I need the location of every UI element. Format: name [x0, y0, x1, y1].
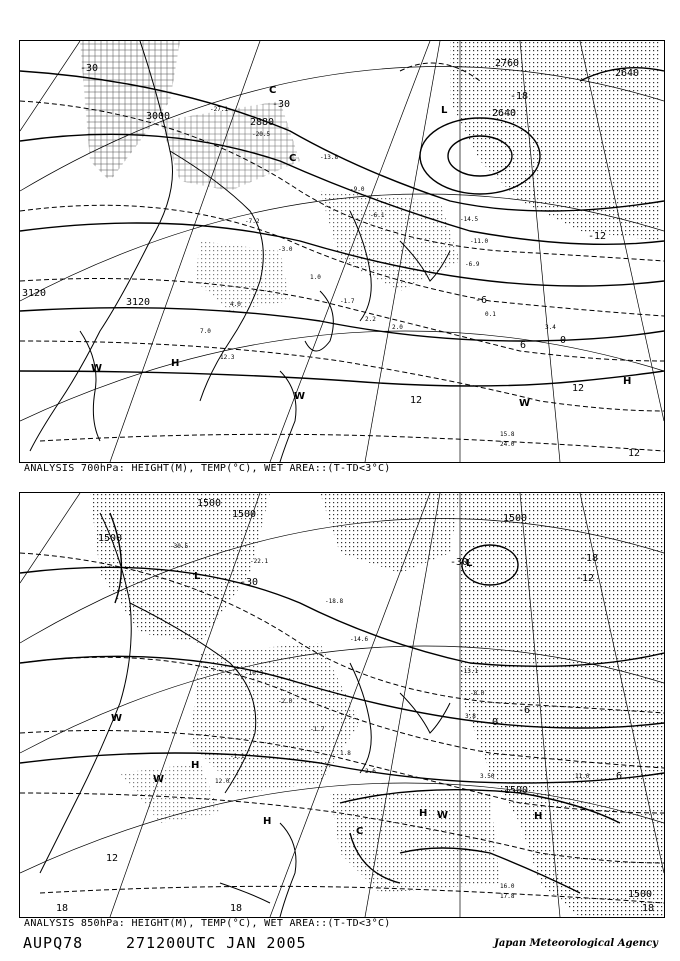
svg-text:7.0: 7.0	[200, 328, 211, 335]
svg-text:-1.7: -1.7	[310, 726, 325, 733]
top-center-h: H	[171, 358, 180, 369]
temp-label: 18	[56, 903, 69, 914]
svg-text:-22.1: -22.1	[250, 558, 269, 565]
svg-text:3.50: 3.50	[480, 773, 495, 780]
temp-label: -6	[475, 295, 488, 306]
map-850hpa-svg	[20, 493, 664, 917]
svg-text:-18.8: -18.8	[325, 598, 344, 605]
bottom-center-w: W	[437, 810, 449, 821]
svg-text:-10.3: -10.3	[245, 670, 264, 677]
bottom-center-h: H	[191, 760, 200, 771]
height-label: 2640	[492, 108, 517, 119]
svg-text:-7.2: -7.2	[245, 218, 260, 225]
bottom-center-c: C	[356, 826, 364, 837]
svg-text:1.0: 1.0	[310, 274, 321, 281]
svg-text:2.6: 2.6	[365, 768, 376, 775]
svg-text:17.8: 17.8	[500, 893, 515, 900]
svg-text:16.0: 16.0	[500, 883, 515, 890]
bottom-center-w: W	[111, 713, 123, 724]
svg-text:-9.0: -9.0	[350, 186, 365, 193]
height-label: 1500	[98, 533, 123, 544]
svg-text:1.8: 1.8	[340, 750, 351, 757]
svg-text:2.0: 2.0	[392, 324, 403, 331]
temp-label: 0	[492, 717, 499, 728]
bottom-center-h: H	[263, 816, 272, 827]
bottom-center-h: H	[534, 811, 543, 822]
temp-label: -12	[588, 231, 607, 242]
top-center-h: H	[623, 376, 632, 387]
bottom-center-w: W	[153, 774, 165, 785]
height-label: 1500	[197, 498, 222, 509]
svg-text:3.8: 3.8	[465, 713, 476, 720]
temp-label: -12	[576, 573, 595, 584]
svg-text:2.2: 2.2	[365, 316, 376, 323]
temp-label: 18	[642, 903, 655, 914]
temp-label: 18	[230, 903, 243, 914]
temp-label: -6	[518, 705, 531, 716]
temp-label: -30	[240, 577, 259, 588]
top-center-w: W	[294, 391, 306, 402]
temp-label: -18	[510, 91, 529, 102]
temp-label: 6	[616, 771, 623, 782]
svg-text:-11.0: -11.0	[470, 238, 489, 245]
height-label: 3000	[146, 111, 171, 122]
svg-text:11.0: 11.0	[575, 773, 590, 780]
svg-text:-30.5: -30.5	[170, 543, 189, 550]
temp-label: -30	[272, 99, 291, 110]
svg-text:-1.7: -1.7	[340, 298, 355, 305]
svg-text:-6.9: -6.9	[465, 261, 480, 268]
top-center-w: W	[91, 363, 103, 374]
height-label: 1500	[232, 509, 257, 520]
wet-area	[330, 793, 500, 893]
height-label: 3120	[126, 297, 151, 308]
caption-700hpa: ANALYSIS 700hPa: HEIGHT(M), TEMP(°C), WET AREA::(T-TD<3°C)	[24, 463, 391, 474]
caption-850hpa: ANALYSIS 850hPa: HEIGHT(M), TEMP(°C), WET AREA::(T-TD<3°C)	[24, 918, 391, 929]
valid-time: 271200UTC JAN 2005	[126, 934, 307, 952]
height-label: 1500	[628, 889, 653, 900]
top-center-l: L	[441, 105, 448, 116]
wet-area	[120, 763, 220, 823]
top-center-c: C	[269, 85, 277, 96]
map-panel-850hpa	[19, 492, 665, 918]
temp-label: 12	[106, 853, 119, 864]
map-panel-700hpa	[19, 40, 665, 463]
temp-label: 12	[572, 383, 585, 394]
svg-text:-3.0: -3.0	[278, 246, 293, 253]
temp-label: 12	[628, 448, 641, 459]
svg-text:-20.5: -20.5	[252, 131, 271, 138]
height-label: 1500	[503, 513, 528, 524]
temp-label: 12	[410, 395, 423, 406]
svg-text:-14.5: -14.5	[460, 216, 479, 223]
svg-text:3.4: 3.4	[545, 324, 556, 331]
height-label: 3120	[22, 288, 47, 299]
top-center-w: W	[519, 398, 531, 409]
temp-label: 6	[520, 340, 527, 351]
height-label: 2640	[615, 68, 640, 79]
svg-text:-6.1: -6.1	[370, 212, 385, 219]
agency-name: Japan Meteorological Agency	[494, 938, 658, 949]
bottom-center-l: L	[466, 558, 473, 569]
wet-area	[195, 241, 290, 311]
svg-text:-2.0: -2.0	[278, 698, 293, 705]
top-center-c: C	[289, 153, 297, 164]
svg-text:-13.1: -13.1	[460, 668, 479, 675]
svg-text:-1.1: -1.1	[230, 753, 245, 760]
svg-text:24.0: 24.0	[500, 441, 515, 448]
wet-area	[320, 493, 460, 573]
height-label: 2880	[250, 117, 275, 128]
svg-text:-13.8: -13.8	[320, 154, 339, 161]
height-label: 1500	[504, 785, 529, 796]
svg-text:12.3: 12.3	[220, 354, 235, 361]
temp-label: -30	[80, 63, 99, 74]
chart-code: AUPQ78	[23, 934, 84, 952]
svg-text:-8.0: -8.0	[470, 690, 485, 697]
svg-text:15.8: 15.8	[500, 431, 515, 438]
wet-area	[190, 643, 360, 793]
svg-text:12.0: 12.0	[215, 778, 230, 785]
bottom-center-h: H	[419, 808, 428, 819]
svg-text:4.0: 4.0	[230, 301, 241, 308]
svg-text:-14.6: -14.6	[350, 636, 369, 643]
temp-label: 0	[560, 335, 567, 346]
bottom-center-l: L	[194, 571, 201, 582]
svg-text:-27.1: -27.1	[210, 106, 229, 113]
svg-text:0.1: 0.1	[485, 311, 496, 318]
temp-label: -30	[450, 557, 469, 568]
map-700hpa-svg	[20, 41, 664, 462]
height-label: 2760	[495, 58, 520, 69]
temp-label: -18	[580, 553, 599, 564]
